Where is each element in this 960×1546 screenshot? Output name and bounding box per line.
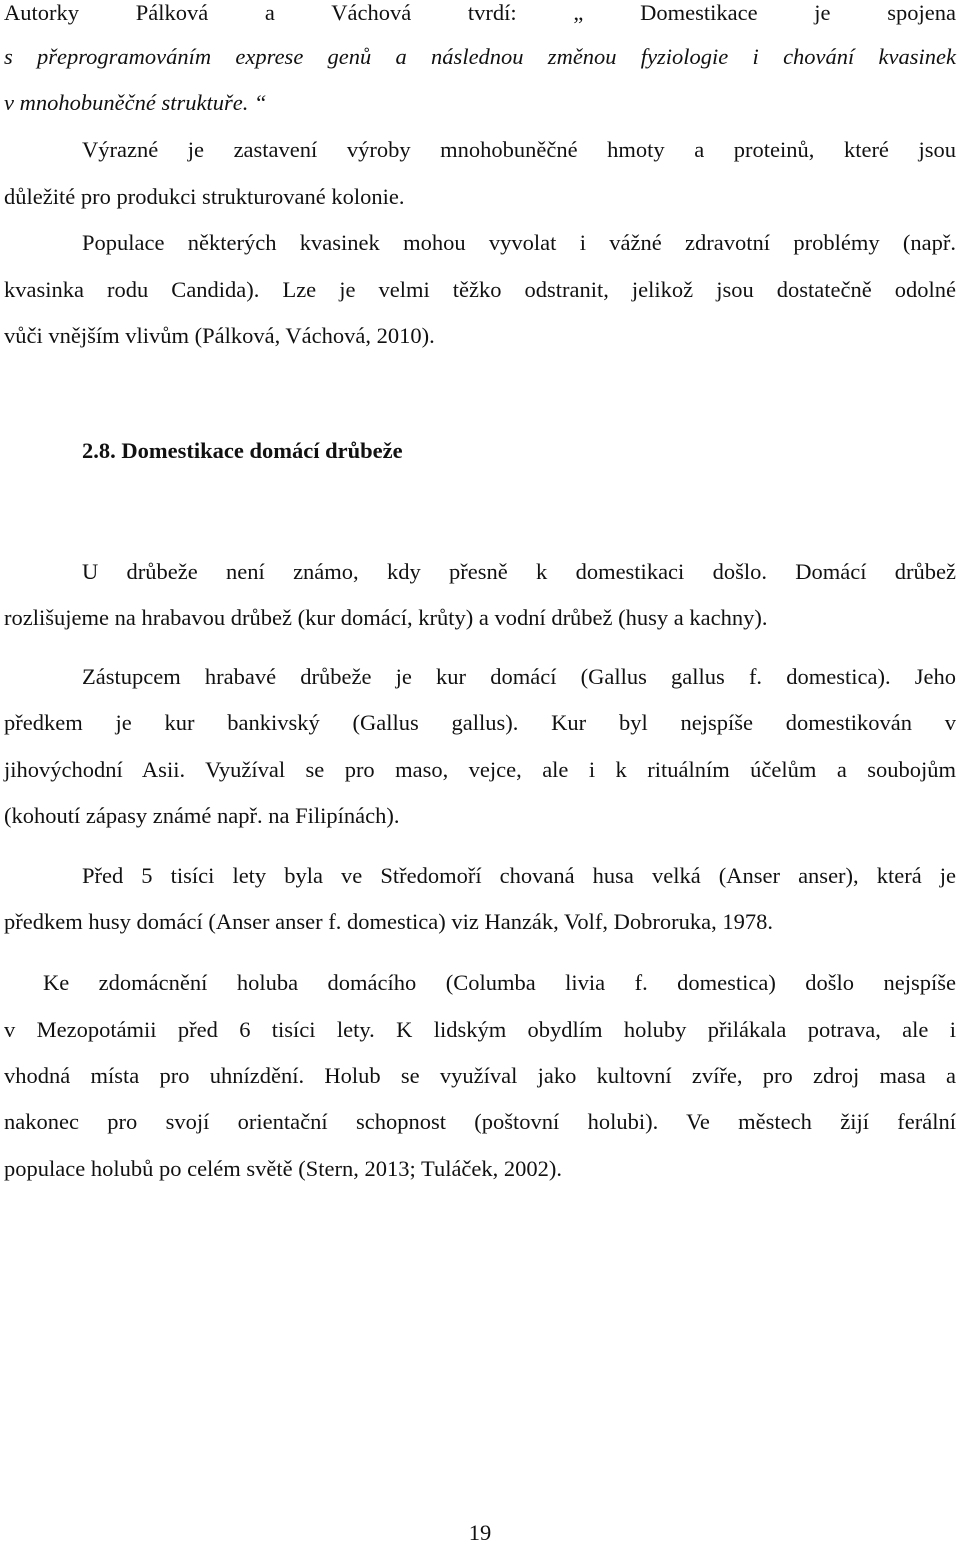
text-line: Populace některých kvasinek mohou vyvolat i vážné zdravotní problémy (např. [82,230,956,255]
page-number: 19 [468,1520,492,1545]
text-line: s přeprogramováním exprese genů a následnou změnou fyziologie i chování kvasinek [4,44,956,69]
text-line: v mnohobuněčné struktuře. “ [4,90,267,115]
text-line: populace holubů po celém světě (Stern, 2013; Tuláček, 2002). [4,1156,563,1181]
text-line: v Mezopotámii před 6 tisíci lety. K lidským obydlím holuby přilákala potrava, ale i [4,1017,956,1042]
text-line: vhodná místa pro uhnízdění. Holub se využíval jako kultovní zvíře, pro zdroj masa a [4,1063,956,1088]
text-line: Výrazné je zastavení výroby mnohobuněčné hmoty a proteinů, které jsou [82,137,956,162]
text-line: Autorky Pálková a Váchová tvrdí: „ Domestikace je spojena [4,0,956,25]
text-line: Zástupcem hrabavé drůbeže je kur domácí (Gallus gallus f. domestica). Jeho [82,664,956,689]
text-line: jihovýchodní Asii. Využíval se pro maso, vejce, ale i k rituálním účelům a soubojům [4,757,956,782]
text-line: kvasinka rodu Candida). Lze je velmi těžko odstranit, jelikož jsou dostatečně odolné [4,277,956,302]
text-line: předkem je kur bankivský (Gallus gallus). Kur byl nejspíše domestikován v [4,710,956,735]
text-line: předkem husy domácí (Anser anser f. domestica) viz Hanzák, Volf, Dobroruka, 1978. [4,909,773,934]
section-heading: 2.8. Domestikace domácí drůbeže [82,438,403,463]
text-line: U drůbeže není známo, kdy přesně k domestikaci došlo. Domácí drůbež [82,559,956,584]
text-line: rozlišujeme na hrabavou drůbež (kur domácí, krůty) a vodní drůbež (husy a kachny). [4,605,768,630]
text-line: (kohoutí zápasy známé např. na Filipínách). [4,803,400,828]
text-line: vůči vnějším vlivům (Pálková, Váchová, 2010). [4,323,435,348]
text-line: důležité pro produkci strukturované kolonie. [4,184,405,209]
text-line: Ke zdomácnění holuba domácího (Columba livia f. domestica) došlo nejspíše [43,970,956,995]
text-line: nakonec pro svojí orientační schopnost (poštovní holubi). Ve městech žijí ferální [4,1109,956,1134]
text-line: Před 5 tisíci lety byla ve Středomoří chovaná husa velká (Anser anser), která je [82,863,956,888]
